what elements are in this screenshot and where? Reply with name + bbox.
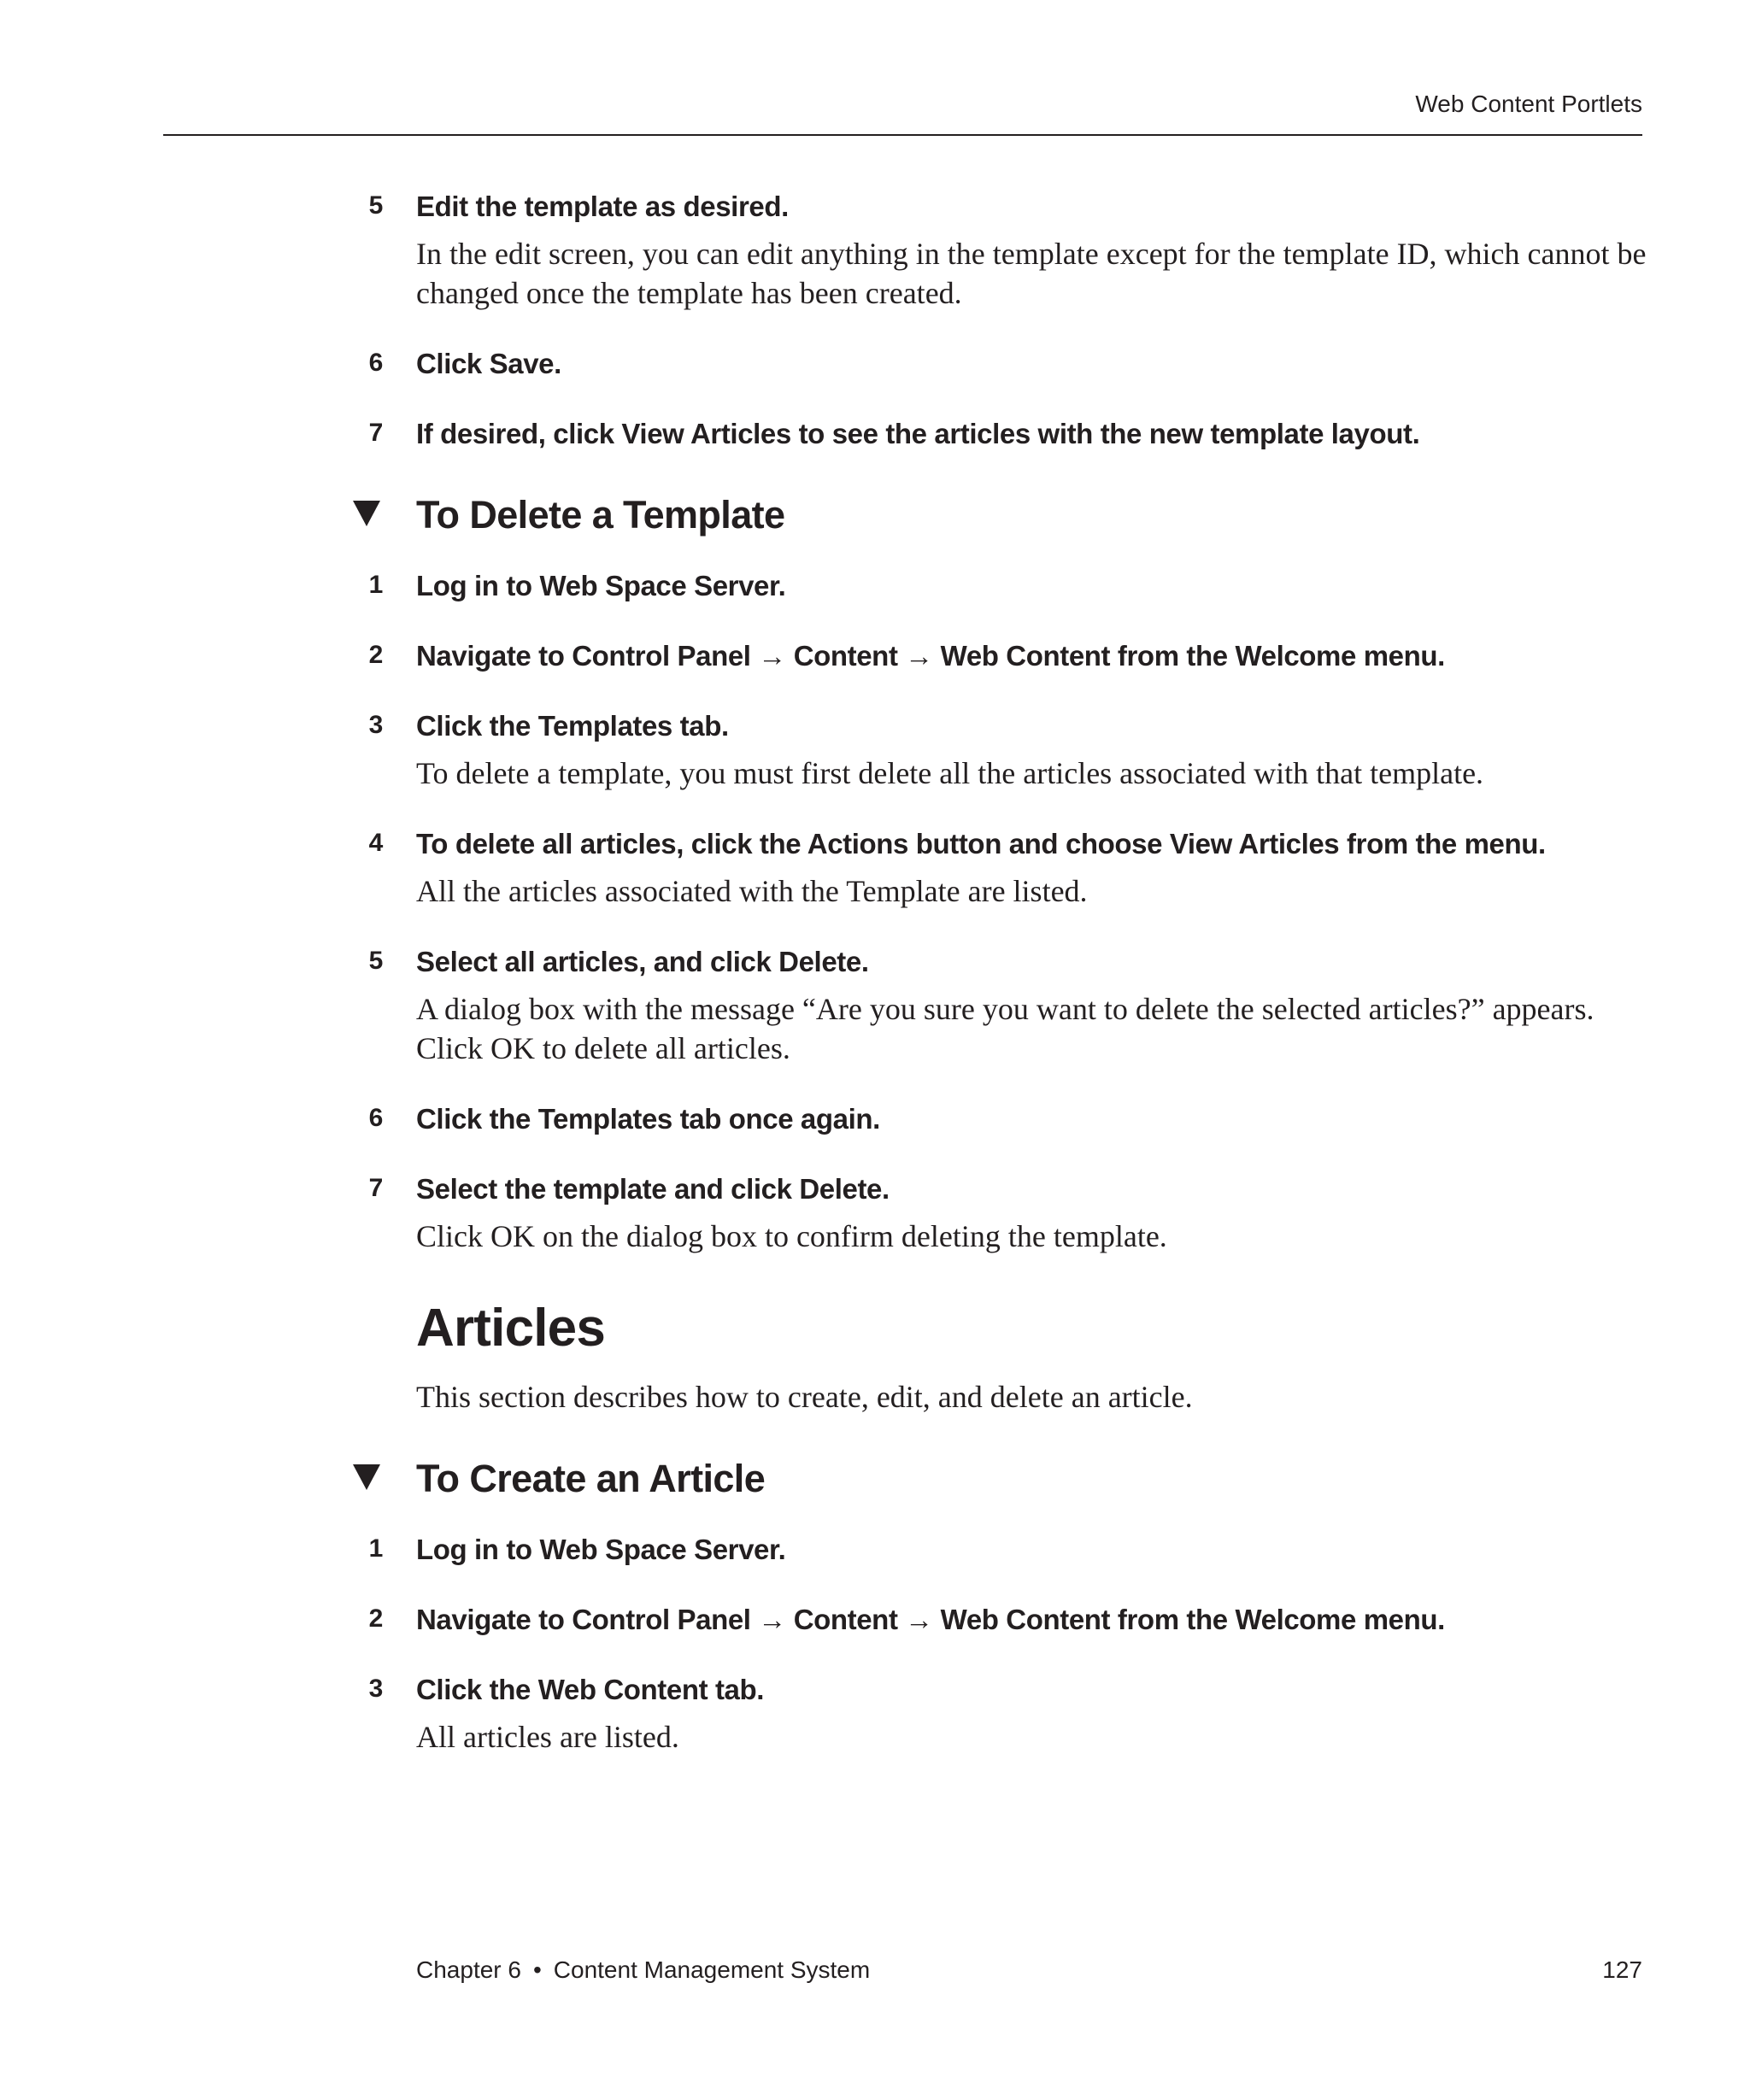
section-heading-articles: Articles bbox=[416, 1299, 606, 1358]
step-body: To delete a template, you must first delete all the articles associated with that template. bbox=[416, 756, 1484, 790]
step-title: Click the Templates tab once again. bbox=[416, 1103, 880, 1135]
step-item bbox=[368, 707, 1647, 793]
step-number: 2 bbox=[368, 1604, 384, 1633]
step-item bbox=[368, 1170, 1647, 1256]
step-body: A dialog box with the message “Are you sure you want to delete the selected articles?” appears. Click OK to delete all articles. bbox=[416, 992, 1594, 1065]
step-body: Click OK on the dialog box to confirm deleting the template. bbox=[416, 1219, 1167, 1253]
step-item bbox=[368, 567, 1647, 605]
step-number: 3 bbox=[368, 1675, 384, 1703]
step-title: To delete all articles, click the Actions button and choose View Articles from the menu. bbox=[416, 828, 1546, 859]
step-title: If desired, click View Articles to see the articles with the new template layout. bbox=[416, 418, 1420, 449]
step-item bbox=[368, 637, 1647, 675]
header-rule bbox=[163, 134, 1642, 136]
step-number: 1 bbox=[368, 571, 384, 599]
step-number: 6 bbox=[368, 1104, 384, 1132]
section-intro: This section describes how to create, edit, and delete an article. bbox=[416, 1380, 1193, 1414]
step-number: 7 bbox=[368, 1174, 384, 1202]
step-item bbox=[368, 188, 1647, 313]
step-number: 6 bbox=[368, 349, 384, 377]
procedure-heading-text: To Create an Article bbox=[416, 1457, 766, 1500]
footer-chapter bbox=[416, 1956, 870, 1984]
step-title: Log in to Web Space Server. bbox=[416, 1534, 786, 1565]
page-number: 127 bbox=[1602, 1956, 1642, 1983]
page-content bbox=[368, 188, 1647, 1789]
step-number: 7 bbox=[368, 419, 384, 447]
footer-chapter-number: Chapter 6 bbox=[416, 1956, 521, 1983]
step-item bbox=[368, 1601, 1647, 1639]
step-number: 1 bbox=[368, 1534, 384, 1563]
step-title: Click Save. bbox=[416, 348, 561, 379]
step-number: 5 bbox=[368, 191, 384, 220]
step-item bbox=[368, 1531, 1647, 1569]
triangle-down-icon bbox=[353, 501, 380, 526]
step-item bbox=[368, 1100, 1647, 1138]
triangle-down-icon bbox=[353, 1464, 380, 1490]
step-item bbox=[368, 415, 1647, 453]
step-body: All the articles associated with the Template are listed. bbox=[416, 874, 1088, 908]
step-number: 3 bbox=[368, 711, 384, 739]
step-body: All articles are listed. bbox=[416, 1720, 679, 1754]
step-item bbox=[368, 825, 1647, 911]
procedure-heading-create-article bbox=[416, 1454, 1647, 1504]
procedure-heading-text: To Delete a Template bbox=[416, 493, 785, 537]
step-number: 2 bbox=[368, 641, 384, 669]
step-item bbox=[368, 1671, 1647, 1757]
step-title: Log in to Web Space Server. bbox=[416, 570, 786, 601]
step-title: Navigate to Control Panel → Content → Web Content from the Welcome menu. bbox=[416, 640, 1445, 672]
step-title: Select the template and click Delete. bbox=[416, 1173, 890, 1205]
step-body: In the edit screen, you can edit anything in the template except for the template ID, which cannot be changed once the template has been created. bbox=[416, 237, 1647, 310]
step-title: Edit the template as desired. bbox=[416, 191, 789, 222]
step-number: 5 bbox=[368, 947, 384, 975]
footer-chapter-title: Content Management System bbox=[553, 1956, 871, 1983]
footer-bullet: • bbox=[532, 1956, 542, 1983]
step-number: 4 bbox=[368, 829, 384, 857]
step-title: Click the Templates tab. bbox=[416, 710, 729, 742]
running-header: Web Content Portlets bbox=[1415, 91, 1642, 117]
step-item bbox=[368, 943, 1647, 1068]
procedure-heading-delete-template bbox=[416, 490, 1647, 540]
step-title: Navigate to Control Panel → Content → Web Content from the Welcome menu. bbox=[416, 1604, 1445, 1635]
step-item bbox=[368, 345, 1647, 383]
step-title: Select all articles, and click Delete. bbox=[416, 946, 869, 977]
step-title: Click the Web Content tab. bbox=[416, 1674, 765, 1705]
